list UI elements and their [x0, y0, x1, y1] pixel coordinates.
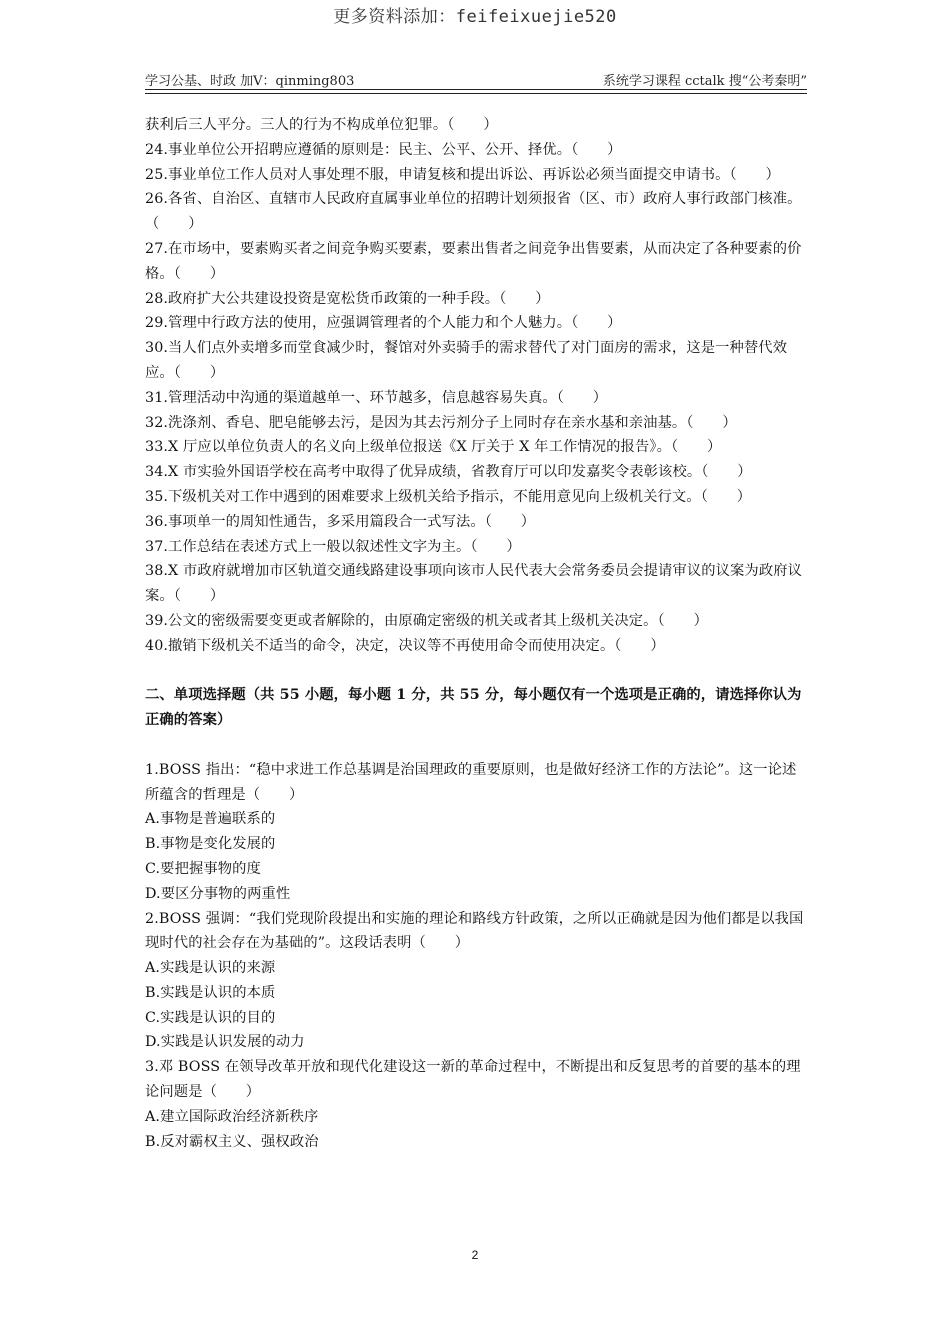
document-body — [145, 113, 807, 1154]
question-34: 34.X 市实验外国语学校在高考中取得了优异成绩，省教育厅可以印发嘉奖令表彰该校。（ ） — [145, 464, 752, 481]
option-line: B.实践是认识的本质 — [145, 984, 276, 1001]
choice-question-1: 1.BOSS 指出：“稳中求进工作总基调是治国理政的重要原则，也是做好经济工作的方法论”。这一论述所蕴含的哲理是（ ） — [145, 761, 797, 803]
header-left: 学习公基、时政 加V：qinming803 — [145, 74, 355, 89]
option-line: B.事物是变化发展的 — [145, 836, 276, 853]
question-33: 33.X 厅应以单位负责人的名义向上级单位报送《X 厅关于 X 年工作情况的报告》。（ ） — [145, 439, 722, 456]
question-30: 30.当人们点外卖增多而堂食减少时，餐馆对外卖骑手的需求替代了对门面房的需求，这是一种替代效应。（ ） — [145, 340, 788, 381]
question-40: 40.撤销下级机关不适当的命令，决定，决议等不再使用命令而使用决定。（ ） — [145, 637, 665, 654]
option-line: A.建立国际政治经济新秩序 — [145, 1108, 319, 1125]
question-24: 24.事业单位公开招聘应遵循的原则是：民主、公平、公开、择优。（ ） — [145, 141, 622, 158]
question-27: 27.在市场中，要素购买者之间竞争购买要素，要素出售者之间竞争出售要素，从而决定了各种要素的价格。（ ） — [145, 240, 802, 282]
option-line: A.事物是普遍联系的 — [145, 811, 276, 828]
choice-question-3: 3.邓 BOSS 在领导改革开放和现代化建设这一新的革命过程中，不断提出和反复思考的首要的基本的理论问题是（ ） — [145, 1059, 801, 1101]
question-line: 获利后三人平分。三人的行为不构成单位犯罪。（ ） — [145, 117, 498, 133]
header-right: 系统学习课程 cctalk 搜“公考秦明” — [602, 74, 807, 89]
question-26: 26.各省、自治区、直辖市人民政府直属事业单位的招聘计划须报省（区、市）政府人事行政部门核准。（ ） — [145, 191, 802, 233]
header-rule-thin — [145, 93, 807, 94]
option-line: D.要区分事物的两重性 — [145, 885, 291, 902]
watermark-text: 更多资料添加：feifeixuejie520 — [333, 7, 617, 27]
option-line: C.实践是认识的目的 — [145, 1009, 276, 1026]
header-rule-thick — [145, 89, 807, 90]
question-38: 38.X 市政府就增加市区轨道交通线路建设事项向该市人民代表大会常务委员会提请审议的议案为政府议案。（ ） — [145, 563, 803, 605]
option-line: A.实践是认识的来源 — [145, 960, 276, 977]
option-line: D.实践是认识发展的动力 — [145, 1034, 305, 1051]
question-25: 25.事业单位工作人员对人事处理不服，申请复核和提出诉讼、再诉讼必须当面提交申请书。（ ） — [145, 166, 780, 183]
choice-question-2: 2.BOSS 强调：“我们党现阶段提出和实施的理论和路线方针政策，之所以正确就是因为他们都是以我国现时代的社会存在为基础的”。这段话表明（ ） — [145, 910, 804, 952]
question-35: 35.下级机关对工作中遇到的困难要求上级机关给予指示，不能用意见向上级机关行文。（ ） — [145, 488, 752, 505]
question-37: 37.工作总结在表述方式上一般以叙述性文字为主。（ ） — [145, 538, 521, 555]
page-number: 2 — [471, 1248, 479, 1262]
question-28: 28.政府扩大公共建设投资是宽松货币政策的一种手段。（ ） — [145, 290, 550, 307]
question-29: 29.管理中行政方法的使用，应强调管理者的个人能力和个人魅力。（ ） — [145, 315, 622, 332]
question-39: 39.公文的密级需要变更或者解除的，由原确定密级的机关或者其上级机关决定。（ ） — [145, 612, 708, 629]
section-title: 二、单项选择题（共 55 小题，每小题 1 分，共 55 分，每小题仅有一个选项是正确的，请选择你认为正确的答案） — [145, 687, 802, 729]
option-line: B.反对霸权主义、强权政治 — [145, 1133, 319, 1150]
question-36: 36.事项单一的周知性通告，多采用篇段合一式写法。（ ） — [145, 513, 536, 530]
question-32: 32.洗涤剂、香皂、肥皂能够去污，是因为其去污剂分子上同时存在亲水基和亲油基。（ ） — [145, 414, 737, 431]
option-line: C.要把握事物的度 — [145, 860, 261, 877]
question-31: 31.管理活动中沟通的渠道越单一、环节越多，信息越容易失真。（ ） — [145, 389, 608, 406]
